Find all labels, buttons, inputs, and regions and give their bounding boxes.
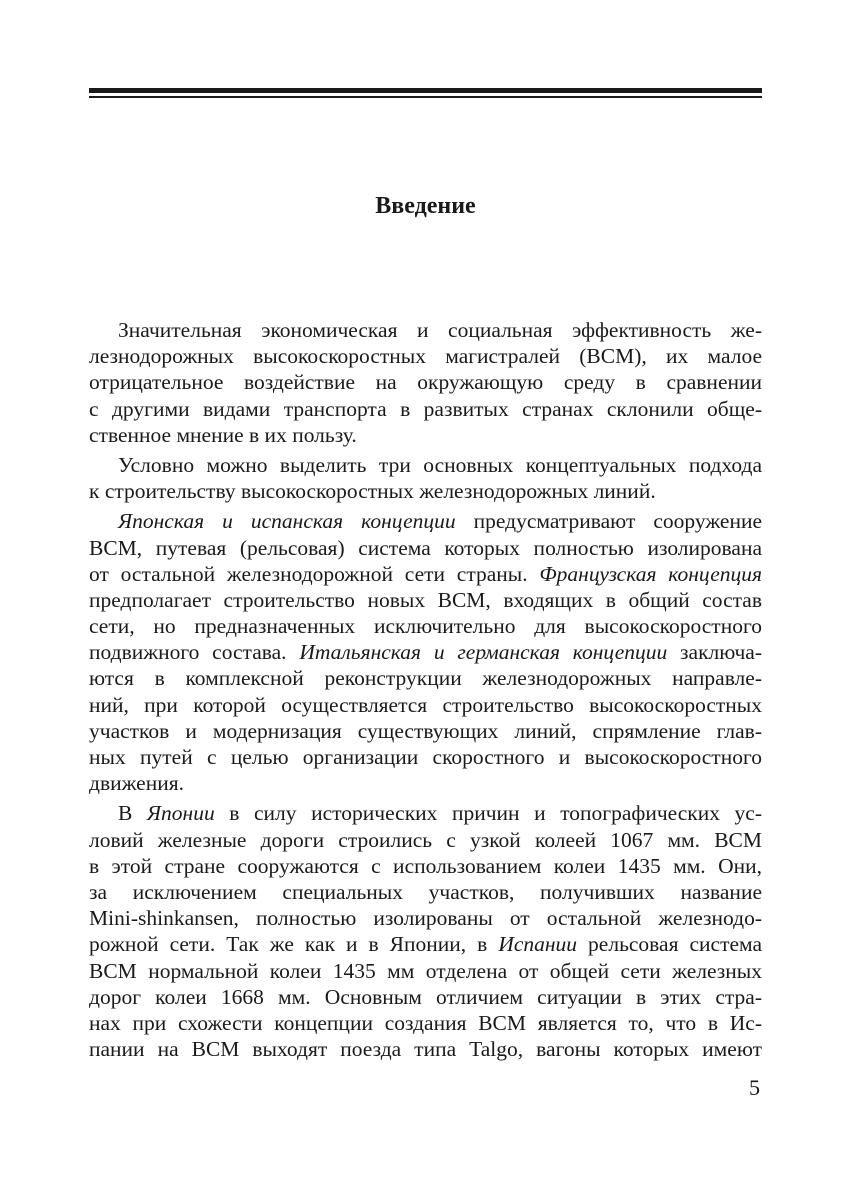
text-line — [89, 369, 762, 395]
text-line — [89, 639, 762, 665]
text-segment: предполагает строительство новых ВСМ, входящих в общий состав — [89, 587, 762, 612]
text-line — [89, 984, 762, 1010]
text-line — [89, 1036, 762, 1062]
text-line — [89, 800, 762, 826]
emphasis-text: Французская концепция — [539, 561, 762, 586]
text-segment: предусматривают сооружение — [455, 509, 762, 534]
text-line — [89, 853, 762, 879]
text-segment: ловий железные дороги строились с узкой колеей 1067 мм. ВСМ — [89, 827, 762, 852]
emphasis-text: Японии — [146, 801, 215, 826]
emphasis-text: Испании — [498, 932, 578, 957]
text-line — [89, 665, 762, 691]
text-line — [89, 613, 762, 639]
text-segment: Mini-shinkansen, полностью изолированы от остальной железнодо- — [89, 906, 762, 931]
text-line — [89, 508, 762, 534]
text-line — [89, 718, 762, 744]
text-segment: к строительству высокоскоростных железнодорожных линий. — [89, 479, 656, 504]
text-segment: Значительная экономическая и социальная эффективность же- — [118, 318, 762, 342]
page-number: 5 — [749, 1075, 760, 1100]
text-line — [89, 317, 762, 343]
text-segment: ются в комплексной реконструкции железнодорожных направле- — [89, 666, 762, 691]
text-segment: участков и модернизация существующих линий, спрямление глав- — [89, 718, 762, 743]
paragraph — [89, 317, 762, 448]
chapter-title: Введение — [375, 193, 476, 219]
text-segment: рожной сети. Так же как и в Японии, в — [89, 932, 499, 957]
text-segment: ВСМ, путевая (рельсовая) система которых полностью изолирована — [89, 535, 762, 560]
paragraph — [89, 452, 762, 504]
emphasis-text: Японская и испанская концепции — [118, 509, 456, 534]
text-line — [89, 422, 762, 448]
text-line — [89, 343, 762, 369]
text-segment: лезнодорожных высокоскоростных магистралей (ВСМ), их малое — [89, 344, 762, 369]
text-line — [89, 744, 762, 770]
text-line — [89, 905, 762, 931]
text-line — [89, 587, 762, 613]
text-line — [89, 770, 762, 796]
text-segment: ВСМ нормальной колеи 1435 мм отделена от общей сети железных — [89, 958, 762, 983]
text-segment: пании на ВСМ выходят поезда типа Talgo, вагоны которых имеют — [89, 1037, 762, 1062]
text-segment: ний, при которой осуществляется строительство высокоскоростных — [89, 692, 762, 717]
text-segment: заключа- — [667, 640, 763, 665]
emphasis-text: Итальянская и германская концепции — [299, 640, 668, 665]
text-segment: дорог колеи 1668 мм. Основным отличием ситуации в этих стра- — [89, 984, 762, 1009]
text-segment: от остальной железнодорожной сети страны. — [89, 561, 540, 586]
text-segment: Условно можно выделить три основных концептуальных подхода — [118, 452, 762, 477]
paragraph — [89, 508, 762, 796]
text-line — [89, 958, 762, 984]
header-rule-thick — [89, 88, 762, 93]
text-line — [89, 827, 762, 853]
text-line — [89, 879, 762, 905]
text-line — [89, 692, 762, 718]
header-rule-thin — [89, 96, 762, 98]
text-segment: подвижного состава. — [89, 640, 300, 665]
text-segment: рельсовая система — [577, 932, 763, 957]
text-segment: движения. — [89, 771, 184, 796]
text-segment: в этой стране сооружаются с использованием колеи 1435 мм. Они, — [89, 853, 762, 878]
text-segment: сети, но предназначенных исключительно для высокоскоростного — [89, 614, 762, 639]
text-line — [89, 535, 762, 561]
text-segment: за исключением специальных участков, получивших название — [89, 879, 762, 904]
text-segment: отрицательное воздействие на окружающую среду в сравнении — [89, 370, 762, 395]
text-line — [89, 1010, 762, 1036]
text-line — [89, 478, 762, 504]
text-segment: с другими видами транспорта в развитых странах склонили обще- — [89, 396, 762, 421]
text-line — [89, 931, 762, 957]
text-line — [89, 561, 762, 587]
paragraph — [89, 800, 762, 1062]
text-line — [89, 396, 762, 422]
text-segment: ных путей с целью организации скоростного и высокоскоростного — [89, 745, 762, 769]
text-line — [89, 452, 762, 478]
text-segment: В — [118, 801, 147, 826]
body-text — [89, 317, 762, 1062]
text-segment: в силу исторических причин и топографических ус- — [214, 801, 763, 826]
text-segment: нах при схожести концепции создания ВСМ является то, что в Ис- — [89, 1010, 762, 1035]
text-segment: ственное мнение в их пользу. — [89, 422, 357, 447]
